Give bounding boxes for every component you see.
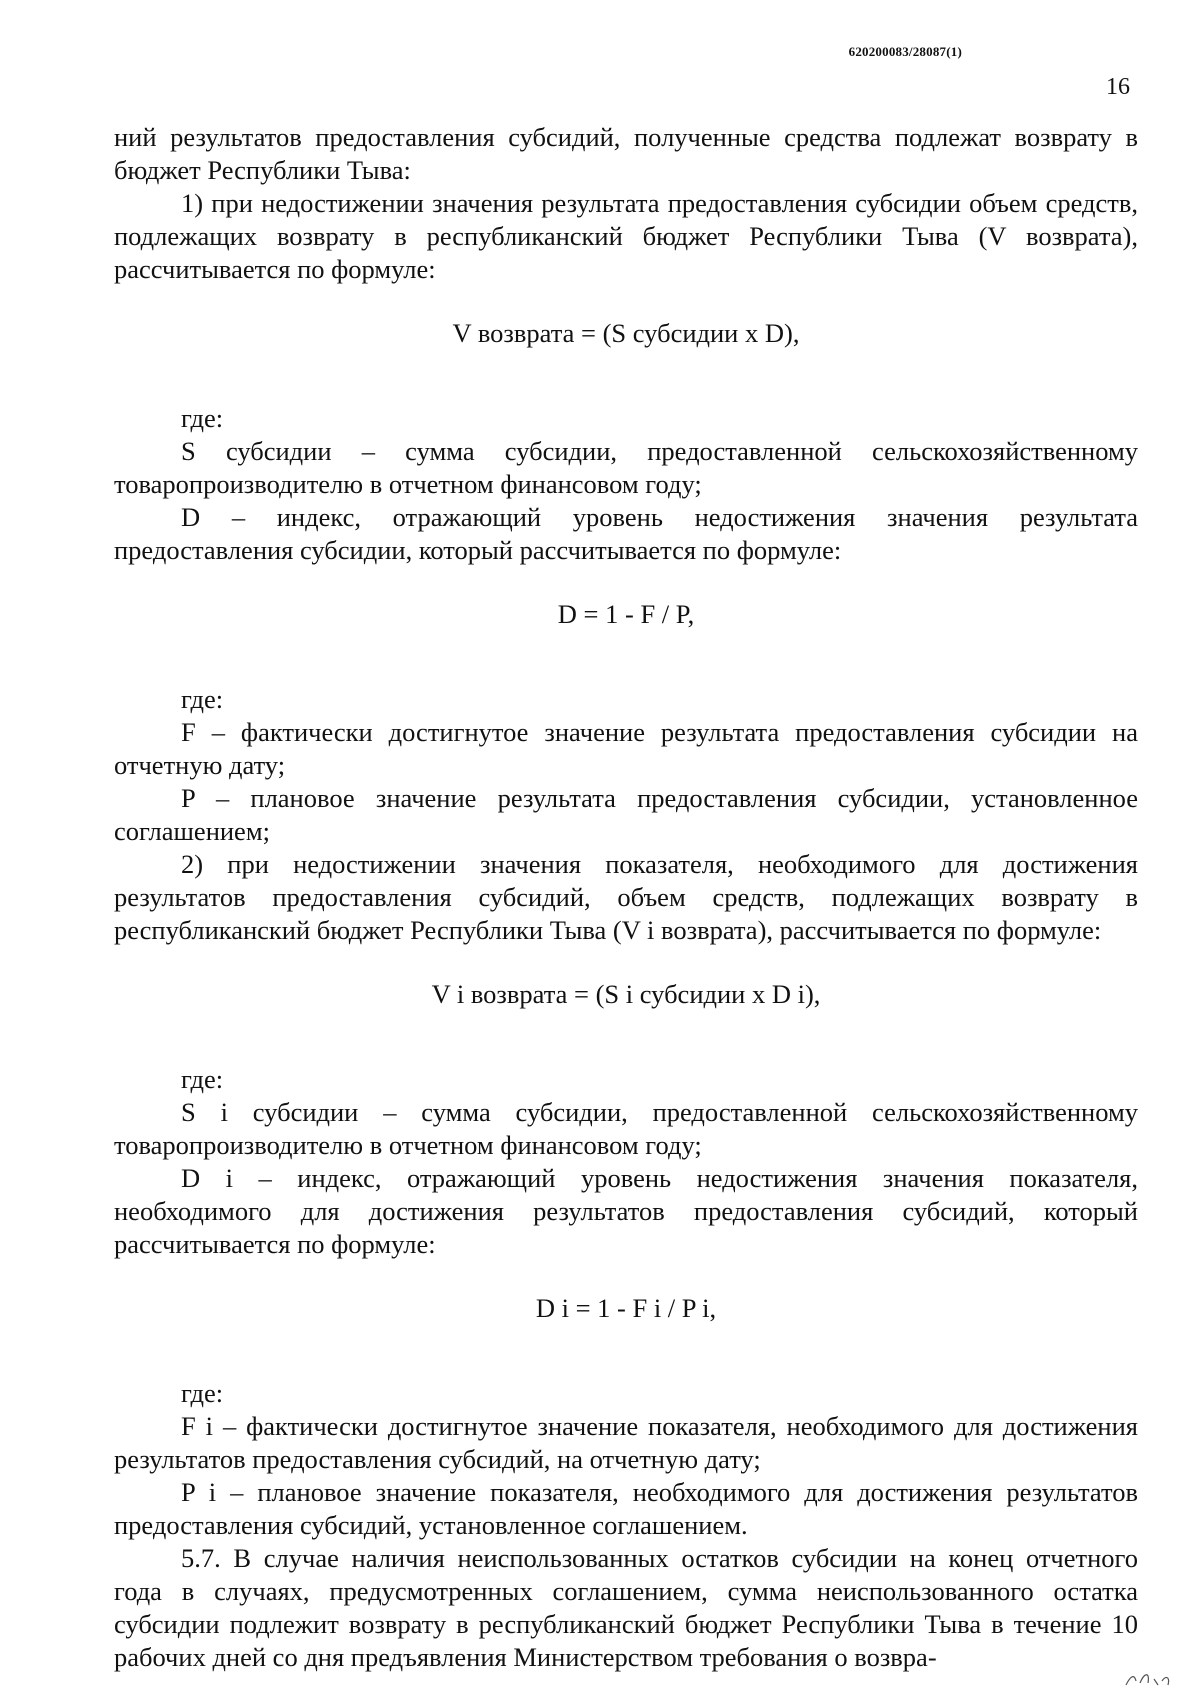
where-label: где: [181, 1378, 224, 1408]
formula-di-index: D i = 1 - F i / P i, [535, 1293, 717, 1323]
definition-f-value: F – фактически достигнутое значение результата предоставления субсидии на отчетную дату; [114, 717, 1138, 780]
where-label: где: [181, 1064, 224, 1094]
formula-d-index: D = 1 - F / P, [557, 599, 695, 629]
definition-p-value: P – плановое значение результата предоставления субсидии, установленное соглашением; [114, 783, 1138, 846]
handwritten-mark [1120, 1659, 1180, 1689]
formula-v-return: V возврата = (S субсидии x D), [452, 318, 800, 348]
paragraph-item-1: 1) при недостижении значения результата предоставления субсидии объем средств, подлежащих возврату в республиканский бюджет Республики Тыва (V возврата), рассчитывается по формуле: [114, 188, 1138, 284]
definition-pi-value: P i – плановое значение показателя, необходимого для достижения результатов предоставления субсидий, установленное соглашением. [114, 1477, 1138, 1540]
definition-s-subsidy: S субсидии – сумма субсидии, предоставленной сельскохозяйственному товаропроизводителю в отчетном финансовом году; [114, 436, 1138, 499]
page-number: 16 [1106, 74, 1130, 100]
formula-vi-return: V i возврата = (S i субсидии x D i), [431, 979, 821, 1009]
document-number: 620200083/28087(1) [848, 44, 962, 59]
definition-fi-value: F i – фактически достигнутое значение показателя, необходимого для достижения результатов предоставления субсидий, на отчетную дату; [114, 1411, 1138, 1474]
definition-di-index: D i – индекс, отражающий уровень недостижения значения показателя, необходимого для достижения результатов предоставления субсидий, который рассчитывается по формуле: [114, 1163, 1138, 1259]
where-label: где: [181, 403, 224, 433]
paragraph-continuation: ний результатов предоставления субсидий, полученные средства подлежат возврату в бюджет Республики Тыва: [114, 122, 1138, 185]
paragraph-5-7: 5.7. В случае наличия неиспользованных остатков субсидии на конец отчетного года в случаях, предусмотренных соглашением, сумма неиспользованного остатка субсидии подлежит возврату в республиканский бюджет Республики Тыва в течение 10 рабочих дней со дня предъявления Министерством требования о возвра- [114, 1543, 1138, 1672]
document-body [114, 121, 1138, 1674]
definition-d-index: D – индекс, отражающий уровень недостижения значения результата предоставления субсидии, который рассчитывается по формуле: [114, 502, 1138, 565]
where-label: где: [181, 684, 224, 714]
definition-si-subsidy: S i субсидии – сумма субсидии, предоставленной сельскохозяйственному товаропроизводителю в отчетном финансовом году; [114, 1097, 1138, 1160]
paragraph-item-2: 2) при недостижении значения показателя, необходимого для достижения результатов предоставления субсидий, объем средств, подлежащих возврату в республиканский бюджет Республики Тыва (V i возврата), рассчитывается по формуле: [114, 849, 1138, 945]
